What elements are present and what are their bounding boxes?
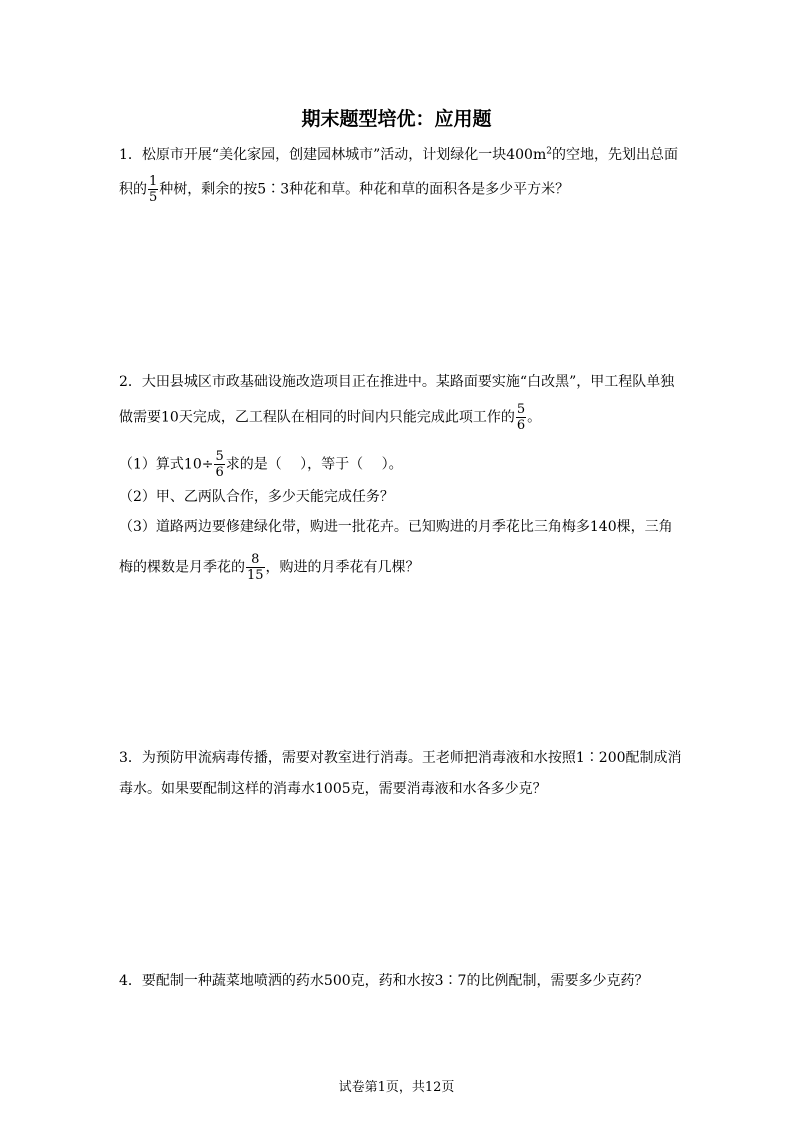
question-2-line-1: 2．大田县城区市政基础设施改造项目正在推进中。某路面要实施“白改黑”，甲工程队单独 xyxy=(119,374,675,390)
question-1-text-c: 积的 xyxy=(119,181,147,198)
page-title: 期末题型培优：应用题 xyxy=(301,108,492,130)
question-1-line-1 xyxy=(119,145,678,165)
question-3-line-2: 毒水。如果要配制这样的消毒水1005克，需要消毒液和水各多少克？ xyxy=(119,781,547,797)
question-3-line-1: 3．为预防甲流病毒传播，需要对教室进行消毒。王老师把消毒液和水按照1∶200配制成消 xyxy=(119,750,682,766)
fraction-numerator: 8 xyxy=(246,552,265,568)
fraction-denominator: 6 xyxy=(215,465,224,480)
fraction-five-sixths xyxy=(516,402,526,433)
page-footer: 试卷第1页，共12页 xyxy=(338,1080,455,1095)
fraction-denominator: 6 xyxy=(516,418,526,433)
question-2-text-a: 做需要10天完成，乙工程队在相同的时间内只能完成此项工作的 xyxy=(119,409,515,426)
question-1-text-d: 种树，剩余的按5∶3种花和草。种花和草的面积各是多少平方米？ xyxy=(159,181,570,198)
fraction-five-sixths xyxy=(214,449,224,480)
question-2-sub-1 xyxy=(119,449,403,480)
question-2-sub-3-line-1: （3）道路两边要修建绿化带，购进一批花卉。已知购进的月季花比三角梅多140棵，三角 xyxy=(119,519,673,535)
question-2-sub-3-text-b: ，购进的月季花有几棵？ xyxy=(265,559,420,576)
question-2-sub-1-text-b: 求的是（ ），等于（ ）。 xyxy=(225,456,403,473)
question-2-sub-2: （2）甲、乙两队合作，多少天能完成任务？ xyxy=(119,489,394,505)
fraction-one-fifth xyxy=(148,174,158,205)
question-2-line-2 xyxy=(119,402,541,433)
question-2-sub-3-line-2 xyxy=(119,552,420,583)
fraction-numerator: 5 xyxy=(516,402,526,417)
fraction-denominator: 5 xyxy=(149,190,158,205)
question-2-text-b: 。 xyxy=(527,409,542,426)
question-1-line-2 xyxy=(119,174,569,205)
fraction-eight-fifteenths xyxy=(246,552,265,583)
fraction-numerator: 1 xyxy=(149,174,158,189)
question-4-line-1: 4．要配制一种蔬菜地喷洒的药水500克，药和水按3∶7的比例配制，需要多少克药？ xyxy=(119,973,649,989)
question-2-sub-1-text-a: （1）算式10÷ xyxy=(119,456,214,473)
fraction-denominator: 15 xyxy=(247,568,264,583)
superscript-2: 2 xyxy=(546,146,552,157)
fraction-numerator: 5 xyxy=(215,449,224,464)
question-1-text-b: 的空地，先划出总面 xyxy=(551,147,678,163)
question-2-sub-3-text-a: 梅的棵数是月季花的 xyxy=(119,559,245,576)
question-1-text-a: 1．松原市开展“美化家园，创建园林城市”活动，计划绿化一块400m xyxy=(119,147,547,163)
